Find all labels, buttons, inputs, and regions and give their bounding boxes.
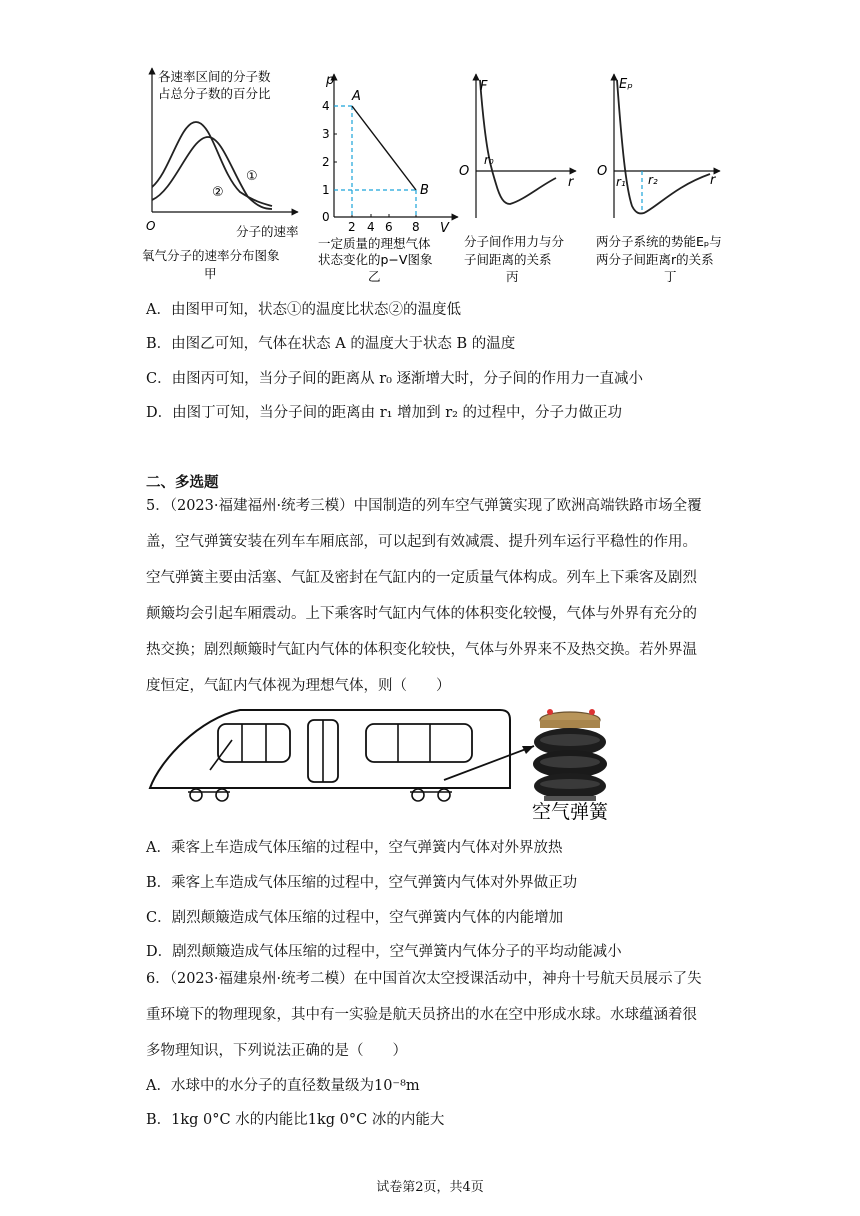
ylabel-line-2: 占总分子数的百分比	[158, 86, 271, 101]
train-window-1	[218, 724, 290, 762]
wheel-3	[412, 789, 424, 801]
caption-line-1: 氧气分子的速率分布图象	[142, 248, 280, 263]
q5-option-d: D．剧烈颠簸造成气体压缩的过程中，空气弹簧内气体分子的平均动能减小	[146, 944, 622, 960]
wheel-4	[438, 789, 450, 801]
ylabel-line-1: 各速率区间的分子数	[158, 69, 271, 84]
curve-1-label: ①	[246, 169, 258, 184]
q4-option-c: C．由图丙可知，当分子间的距离从 r₀ 逐渐增大时，分子间的作用力一直减小	[146, 371, 644, 387]
train-window-2	[366, 724, 472, 762]
y-tick-1: 1	[322, 183, 330, 197]
caption-line-1: 分子间作用力与分	[464, 234, 565, 249]
y-tick-2: 2	[322, 155, 330, 169]
origin-label: O	[146, 219, 156, 233]
curve-2-label: ②	[212, 185, 224, 200]
wheel-1	[190, 789, 202, 801]
q6-line-1: 6．（2023·福建泉州·统考二模）在中国首次太空授课活动中，神舟十号航天员展示了失	[146, 971, 702, 987]
q5-option-a: A．乘客上车造成气体压缩的过程中，空气弹簧内气体对外界放热	[146, 840, 563, 856]
x-tick-2: 2	[348, 220, 356, 234]
air-spring-image	[533, 709, 607, 801]
q5-line-2: 盖，空气弹簧安装在列车车厢底部，可以起到有效减震、提升列车运行平稳性的作用。	[146, 534, 697, 550]
force-curve	[480, 80, 556, 204]
x-tick-6: 6	[385, 220, 393, 234]
q5-line-5: 热交换；剧烈颠簸时气缸内气体的体积变化较快，气体与外界来不及热交换。若外界温	[146, 642, 697, 658]
y-tick-0: 0	[322, 210, 330, 224]
caption-line-2: 状态变化的p−V图象	[318, 252, 433, 267]
caption-line-3: 乙	[368, 269, 381, 284]
caption-line-2: 子间距离的关系	[464, 252, 552, 267]
figure-jia-speed-distribution	[140, 62, 310, 284]
axis-f-label: F	[480, 79, 488, 94]
q6-line-2: 重环境下的物理现象，其中有一实验是航天员挤出的水在空中形成水球。水球蕴涵着很	[146, 1007, 697, 1023]
figure-train-air-spring	[140, 700, 640, 825]
caption-line-3: 丙	[506, 269, 519, 284]
caption-line-3: 丁	[664, 269, 677, 284]
q4-option-b: B．由图乙可知，气体在状态 A 的温度大于状态 B 的温度	[146, 336, 516, 352]
pointer-arrow	[444, 746, 534, 780]
caption-line-1: 一定质量的理想气体	[318, 236, 431, 251]
process-line-ab	[352, 106, 416, 190]
axis-r-label: r	[568, 175, 574, 190]
caption-line-1: 两分子系统的势能Eₚ与	[596, 234, 722, 249]
r1-label: r₁	[616, 175, 626, 189]
q6-line-3: 多物理知识，下列说法正确的是（ ）	[146, 1043, 407, 1059]
origin-label: O	[597, 164, 608, 179]
figure-ding-potential-energy	[592, 68, 742, 284]
r2-label: r₂	[648, 173, 658, 187]
xlabel: 分子的速率	[236, 224, 299, 239]
air-spring-label: 空气弹簧	[532, 801, 609, 823]
origin-label: O	[459, 164, 470, 179]
q6-stem	[146, 961, 726, 1069]
axis-v-label: V	[440, 221, 449, 236]
q5-stem	[146, 488, 726, 704]
q5-line-6: 度恒定，气缸内气体视为理想气体，则（ ）	[146, 678, 451, 694]
q6-option-a: A．水球中的水分子的直径数量级为10⁻⁸m	[146, 1078, 420, 1094]
q4-option-a: A．由图甲可知，状态①的温度比状态②的温度低	[146, 302, 461, 318]
y-tick-4: 4	[322, 99, 330, 113]
page-footer: 试卷第2页，共4页	[376, 1180, 484, 1195]
figure-bing-force-distance	[454, 68, 584, 284]
q5-line-4: 颠簸均会引起车厢震动。上下乘客时气缸内气体的体积变化较慢，气体与外界有充分的	[146, 606, 697, 622]
wheel-2	[216, 789, 228, 801]
point-b-label: B	[420, 183, 429, 198]
axis-ep-label: Eₚ	[619, 77, 633, 92]
q6-option-b: B．1kg 0°C 水的内能比1kg 0°C 冰的内能大	[146, 1112, 445, 1128]
y-tick-3: 3	[322, 127, 330, 141]
q5-line-1: 5．（2023·福建福州·统考三模）中国制造的列车空气弹簧实现了欧洲高端铁路市场全覆	[146, 498, 702, 514]
q5-option-b: B．乘客上车造成气体压缩的过程中，空气弹簧内气体对外界做正功	[146, 875, 578, 891]
caption-line-2: 甲	[204, 266, 217, 281]
x-tick-4: 4	[367, 220, 375, 234]
q4-option-d: D．由图丁可知，当分子间的距离由 r₁ 增加到 r₂ 的过程中，分子力做正功	[146, 405, 623, 421]
x-tick-8: 8	[412, 220, 420, 234]
potential-curve	[617, 80, 710, 213]
train-nose-line	[210, 740, 232, 770]
axis-p-label: p	[326, 73, 335, 88]
figure-yi-pv-diagram	[312, 70, 462, 284]
axis-r-label: r	[710, 173, 716, 188]
caption-line-2: 两分子间距离r的关系	[596, 252, 714, 267]
q5-option-c: C．剧烈颠簸造成气体压缩的过程中，空气弹簧内气体的内能增加	[146, 910, 564, 926]
r0-label: r₀	[484, 153, 494, 167]
q5-line-3: 空气弹簧主要由活塞、气缸及密封在气缸内的一定质量气体构成。列车上下乘客及剧烈	[146, 570, 697, 586]
section-title: 二、多选题	[146, 474, 219, 491]
point-a-label: A	[352, 89, 361, 104]
